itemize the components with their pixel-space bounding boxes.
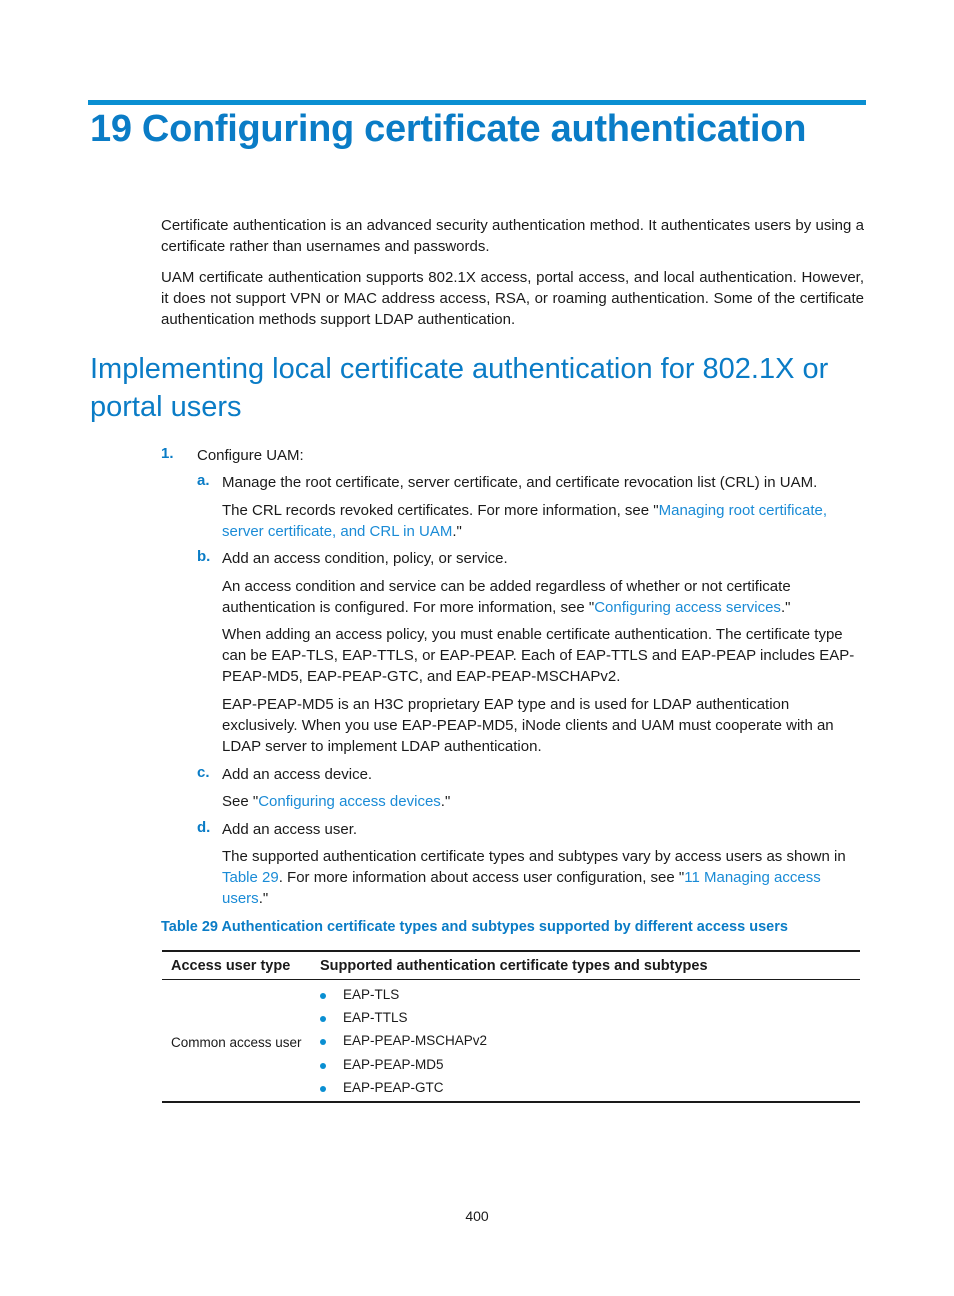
cert-type-item: EAP-PEAP-GTC <box>343 1080 444 1095</box>
intro-paragraph-2: UAM certificate authentication supports 802.1X access, portal access, and local authentication. However, it does not support VPN or MAC address access, RSA, or roaming authentication. Some of the certificate authentication methods support LDAP authentication. <box>161 269 864 328</box>
intro-paragraph-1: Certificate authentication is an advanced security authentication method. It authenticates users by using a certificate rather than usernames and passwords. <box>161 217 864 255</box>
table-bottom-rule <box>162 1101 860 1103</box>
step-a-text: Manage the root certificate, server certificate, and certificate revocation list (CRL) in UAM. <box>222 474 818 491</box>
step-b-detail-2: When adding an access policy, you must enable certificate authentication. The certificate type can be EAP-TLS, EAP-TTLS, or EAP-PEAP. Each of EAP-TTLS and EAP-PEAP includes EAP-PEAP-MD5, EAP-PEAP-GTC, and EAP-PEAP-MSCHAPv2. <box>222 626 855 685</box>
step-b-text: Add an access condition, policy, or service. <box>222 550 508 567</box>
table-cell-user-type: Common access user <box>171 1035 302 1050</box>
table-caption: Table 29 Authentication certificate types and subtypes supported by different access users <box>161 919 788 935</box>
link-table-29[interactable]: Table 29 <box>222 869 279 886</box>
step-b-letter: b. <box>197 548 211 565</box>
chapter-title: 19 Configuring certificate authentication <box>90 108 807 150</box>
step-d-text: Add an access user. <box>222 821 358 838</box>
bullet-icon <box>320 1016 326 1022</box>
step-a-letter: a. <box>197 472 210 489</box>
link-managing-root-certificate[interactable]: Managing root certificate, server certificate, and CRL in UAM <box>222 502 828 540</box>
bullet-icon <box>320 1063 326 1069</box>
step-b-detail-1-pre: An access condition and service can be added regardless of whether or not certificate authentication is configured. For more information, see " <box>222 578 791 616</box>
step-d-detail-post: ." <box>258 890 269 907</box>
table-top-rule <box>162 950 860 952</box>
step-c-detail-pre: See " <box>222 793 259 810</box>
step-d-detail-pre: The supported authentication certificate types and subtypes vary by access users as shown in <box>222 848 846 865</box>
step-1-text: Configure UAM: <box>197 447 304 464</box>
step-c-detail <box>222 791 864 812</box>
section-title: Implementing local certificate authentication for 802.1X or portal users <box>90 353 829 423</box>
cert-type-item: EAP-TTLS <box>343 1010 408 1025</box>
bullet-icon <box>320 1086 326 1092</box>
step-a-detail <box>222 500 864 542</box>
link-managing-access-users[interactable]: 11 Managing access users <box>222 869 821 907</box>
step-c-detail-post: ." <box>440 793 451 810</box>
table-header-rule <box>162 979 860 980</box>
table-header-cert-types: Supported authentication certificate types and subtypes <box>320 958 708 974</box>
chapter-rule <box>88 100 866 105</box>
step-b-detail-1 <box>222 576 864 618</box>
table-header-user-type: Access user type <box>171 958 291 974</box>
step-d-detail <box>222 846 864 909</box>
step-c-letter: c. <box>197 764 210 781</box>
page-number: 400 <box>465 1208 489 1224</box>
link-configuring-access-services[interactable]: Configuring access services <box>594 599 781 616</box>
step-d-letter: d. <box>197 819 211 836</box>
cert-type-item: EAP-TLS <box>343 987 400 1002</box>
step-a-detail-pre: The CRL records revoked certificates. For more information, see " <box>222 502 659 519</box>
bullet-icon <box>320 1039 326 1045</box>
link-configuring-access-devices[interactable]: Configuring access devices <box>258 793 441 810</box>
step-d-detail-mid: . For more information about access user configuration, see " <box>278 869 685 886</box>
bullet-icon <box>320 993 326 999</box>
step-1-number: 1. <box>161 445 174 462</box>
step-a-detail-post: ." <box>452 523 462 540</box>
step-b-detail-3: EAP-PEAP-MD5 is an H3C proprietary EAP type and is used for LDAP authentication exclusively. When you use EAP-PEAP-MD5, iNode clients and UAM must cooperate with an LDAP server to implement LDAP authentication. <box>222 696 834 755</box>
step-c-text: Add an access device. <box>222 766 373 783</box>
step-b-detail-1-post: ." <box>780 599 791 616</box>
cert-type-item: EAP-PEAP-MSCHAPv2 <box>343 1033 488 1048</box>
cert-type-item: EAP-PEAP-MD5 <box>343 1057 444 1072</box>
